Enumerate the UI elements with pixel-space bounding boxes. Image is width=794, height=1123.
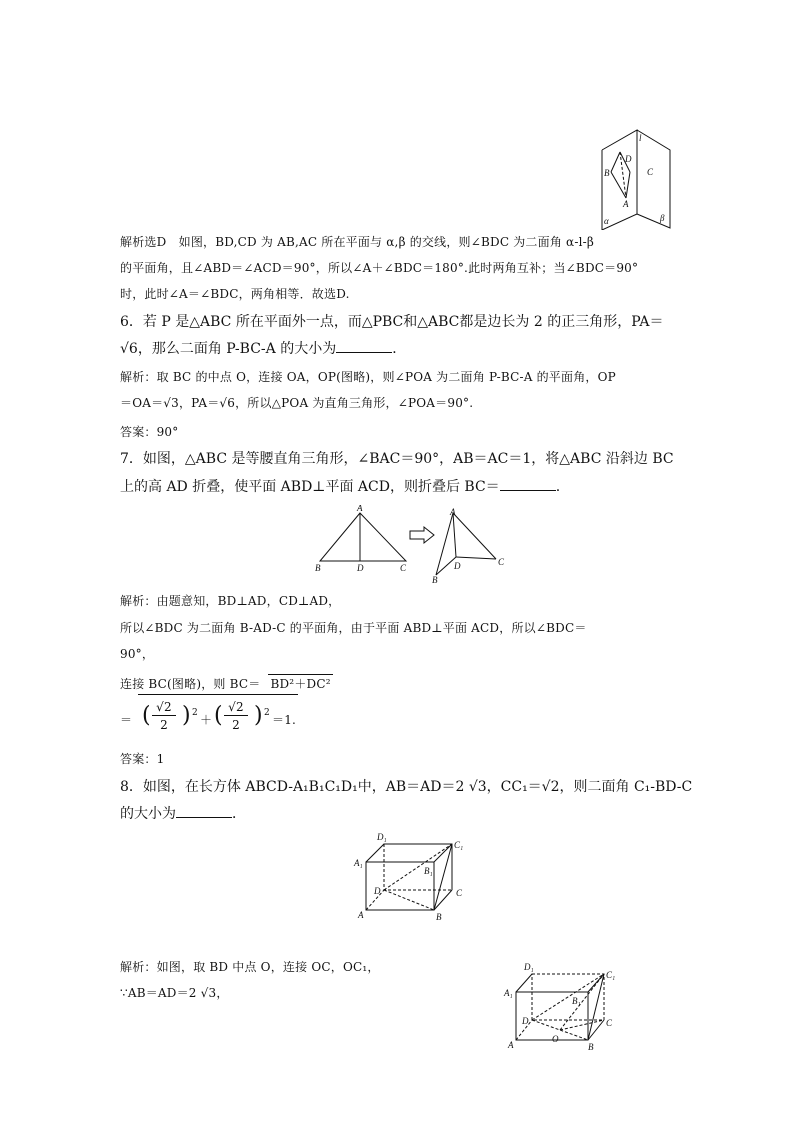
fig7-label-d2: D — [454, 561, 461, 571]
fig8-label-b1: B₁ — [424, 866, 433, 876]
q7-frac-num-1: √2 — [152, 699, 176, 716]
fig-label-l: l — [639, 133, 642, 143]
q7-solution-line-4 — [120, 674, 333, 693]
fig7-label-a2: A — [450, 507, 456, 517]
cuboid-solution-figure — [502, 960, 620, 1054]
q8-solution-line-1: 解析：如图，取 BD 中点 O，连接 OC，OC₁， — [120, 960, 380, 974]
q5-solution-line-1: 解析选D 如图，BD,CD 为 AB,AC 所在平面与 α,β 的交线，则∠BDC 为二面角 α-l-β — [120, 235, 595, 249]
cuboid-figure — [352, 830, 470, 922]
fig8-label-a: A — [358, 910, 364, 920]
fig8b-label-c1: C₁ — [606, 970, 616, 980]
q7-question-text: 上的高 AD 折叠，使平面 ABD⊥平面 ACD，则折叠后 BC＝ — [120, 479, 500, 495]
fig-label-d: D — [625, 154, 632, 164]
q8-answer-blank — [176, 805, 232, 818]
fig7-label-c2: C — [498, 557, 505, 567]
q7-answer: 答案：1 — [120, 752, 165, 766]
fig8b-label-a: A — [508, 1040, 514, 1050]
q6-question-line-1: 6．若 P 是△ABC 所在平面外一点，而△PBC和△ABC都是边长为 2 的正三角形，PA＝ — [120, 314, 664, 330]
fig8b-label-d: D — [522, 1016, 529, 1026]
fig8b-label-d1: D₁ — [524, 962, 534, 972]
fig8b-label-o: O — [552, 1034, 559, 1044]
fig8-label-a1: A₁ — [354, 858, 363, 868]
q7-equals-sign: ＝ — [120, 713, 133, 727]
fig8b-label-b1: B₁ — [572, 996, 581, 1006]
q5-solution-line-3: 时，此时∠A＝∠BDC，两角相等．故选D. — [120, 287, 350, 301]
q7-sqrt-expression: BD²＋DC² — [268, 674, 332, 693]
q8-question-end: ． — [232, 806, 246, 822]
q8-solution-line-2: ∵AB＝AD＝2 √3， — [120, 986, 229, 1000]
q7-paren-right-2: ) — [254, 703, 263, 728]
q5-solution-line-2: 的平面角，且∠ABD＝∠ACD＝90°，所以∠A＋∠BDC＝180°.此时两角互补；当∠BDC＝90° — [120, 261, 639, 275]
fig8b-label-c: C — [606, 1018, 613, 1028]
fig7-label-b2: B — [432, 575, 438, 583]
fig-label-beta: β — [660, 213, 665, 223]
fig8b-label-a1: A₁ — [504, 988, 513, 998]
q7-result: ＝1. — [272, 713, 297, 727]
q7-solution-line-1: 解析：由题意知，BD⊥AD，CD⊥AD， — [120, 594, 341, 608]
fig8-label-c1: C₁ — [454, 840, 464, 850]
q6-solution-line-2: ＝OA＝√3，PA＝√6，所以△POA 为直角三角形，∠POA＝90°. — [120, 396, 474, 410]
fig8b-label-b: B — [588, 1042, 594, 1052]
fig8-label-d: D — [374, 886, 381, 896]
q6-answer: 答案：90° — [120, 425, 179, 439]
q7-solution-line-3: 90°， — [120, 647, 155, 661]
q7-question-line-1: 7．如图，△ABC 是等腰直角三角形，∠BAC＝90°，AB＝AC＝1，将△ABC 沿斜边 BC — [120, 451, 674, 467]
fig7-label-d1: D — [357, 563, 364, 573]
fig7-label-a1: A — [357, 505, 363, 513]
dihedral-angle-figure — [596, 128, 676, 230]
q8-question-text: 的大小为 — [120, 806, 176, 822]
q6-answer-blank — [336, 340, 392, 353]
q7-paren-left-2: ( — [214, 703, 223, 728]
q6-question-text: √6，那么二面角 P-BC-A 的大小为 — [120, 341, 337, 357]
q7-frac-den-1: 2 — [160, 718, 168, 732]
q8-question-line-2 — [120, 805, 246, 823]
q6-question-end: ． — [392, 341, 407, 357]
q7-question-line-2 — [120, 478, 560, 496]
q7-paren-left-1: ( — [142, 703, 151, 728]
fig8-label-d1: D₁ — [377, 832, 387, 842]
fig-label-alpha: α — [604, 216, 609, 226]
q7-answer-blank — [500, 478, 556, 491]
q7-frac-den-2: 2 — [232, 718, 240, 732]
fig-label-b: B — [604, 168, 610, 178]
fig8-label-b: B — [436, 912, 442, 922]
q8-question-line-1: 8．如图，在长方体 ABCD-A₁B₁C₁D₁中，AB＝AD＝2 √3，CC₁＝√2，则二面角 C₁-BD-C — [120, 779, 693, 795]
fold-triangle-figure — [312, 505, 512, 583]
fig-label-a: A — [623, 199, 629, 209]
q7-solution-line-2: 所以∠BDC 为二面角 B-AD-C 的平面角，由于平面 ABD⊥平面 ACD，所以∠BDC＝ — [120, 621, 587, 635]
fig7-label-b1: B — [315, 563, 321, 573]
q6-solution-line-1: 解析：取 BC 的中点 O，连接 OA，OP(图略)，则∠POA 为二面角 P-BC-A 的平面角，OP — [120, 370, 616, 384]
fig8-label-c: C — [456, 888, 463, 898]
q6-question-line-2 — [120, 340, 406, 358]
q7-frac-num-2: √2 — [224, 699, 248, 716]
q7-paren-right-1: ) — [182, 703, 191, 728]
fig-label-c: C — [647, 167, 654, 177]
q7-question-end: . — [555, 479, 561, 495]
q7-solution-text: 连接 BC(图略)，则 BC＝ — [120, 677, 261, 691]
fig7-label-c1: C — [400, 563, 407, 573]
